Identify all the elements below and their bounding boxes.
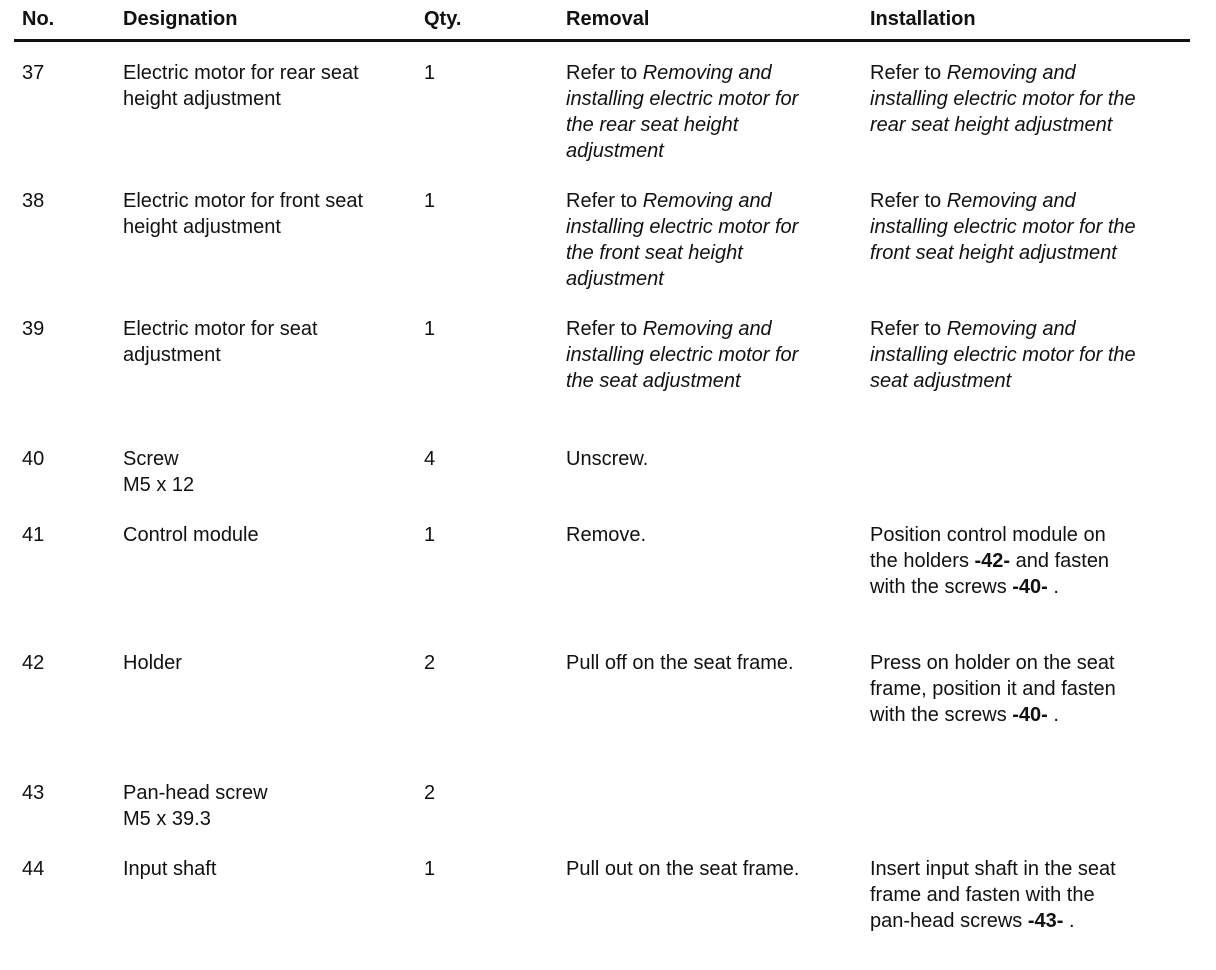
row-designation	[123, 650, 413, 676]
installation-text: .	[1047, 576, 1059, 598]
row-removal	[566, 856, 856, 882]
refer-text: Refer to	[870, 62, 942, 84]
row-designation	[123, 522, 413, 548]
row-removal	[566, 650, 856, 676]
installation-line: Insert input shaft in the seat	[870, 858, 1116, 880]
installation-line	[870, 316, 1190, 342]
installation-text: with the screws	[870, 704, 1013, 726]
row-qty: 2	[424, 782, 436, 804]
row-designation	[123, 316, 413, 368]
reference-link[interactable]: the seat adjustment	[566, 370, 741, 392]
installation-line: frame, position it and fasten	[870, 678, 1116, 700]
row-removal	[566, 60, 856, 164]
row-qty: 1	[424, 190, 436, 212]
designation-line: Pan-head screw	[123, 782, 268, 804]
designation-line: Holder	[123, 652, 182, 674]
row-installation	[870, 650, 1190, 728]
installation-line	[870, 908, 1190, 934]
installation-line: frame and fasten with the	[870, 884, 1095, 906]
row-no: 41	[22, 524, 45, 546]
installation-text: the holders	[870, 550, 975, 572]
installation-text: pan-head screws	[870, 910, 1028, 932]
refer-text: Refer to	[870, 318, 942, 340]
designation-line: Electric motor for seat	[123, 318, 318, 340]
row-designation	[123, 780, 413, 832]
row-designation	[123, 856, 413, 882]
row-removal	[566, 188, 856, 292]
removal-text: Remove.	[566, 524, 647, 546]
reference-link[interactable]: installing electric motor for	[566, 344, 799, 366]
row-no: 44	[22, 858, 45, 880]
designation-line: Screw	[123, 448, 179, 470]
header-installation: Installation	[870, 8, 976, 30]
refer-text: Refer to	[566, 318, 638, 340]
row-removal	[566, 522, 856, 548]
row-removal	[566, 446, 856, 472]
reference-link[interactable]: Removing and	[946, 318, 1076, 340]
removal-line	[566, 316, 856, 342]
row-removal	[566, 316, 856, 394]
reference-link[interactable]: adjustment	[566, 140, 664, 162]
row-installation	[870, 522, 1190, 600]
row-no: 42	[22, 652, 45, 674]
header-divider	[14, 39, 1190, 42]
reference-link[interactable]: installing electric motor for	[566, 88, 799, 110]
installation-text: .	[1047, 704, 1059, 726]
reference-link[interactable]: Removing and	[946, 62, 1076, 84]
designation-line: height adjustment	[123, 216, 281, 238]
installation-line	[870, 188, 1190, 214]
reference-link[interactable]: installing electric motor for	[566, 216, 799, 238]
removal-text: Pull out on the seat frame.	[566, 858, 800, 880]
installation-text: .	[1063, 910, 1075, 932]
designation-line: height adjustment	[123, 88, 281, 110]
reference-link[interactable]: adjustment	[566, 268, 664, 290]
reference-link[interactable]: Removing and	[642, 318, 772, 340]
installation-line: Press on holder on the seat	[870, 652, 1115, 674]
removal-line	[566, 60, 856, 86]
row-designation	[123, 188, 413, 240]
reference-link[interactable]: Removing and	[642, 190, 772, 212]
row-qty: 1	[424, 62, 436, 84]
row-qty: 4	[424, 448, 436, 470]
installation-line	[870, 548, 1190, 574]
reference-link[interactable]: installing electric motor for the	[870, 344, 1136, 366]
header-removal: Removal	[566, 8, 650, 30]
item-reference: -40-	[1012, 704, 1048, 726]
row-designation	[123, 60, 413, 112]
installation-line	[870, 60, 1190, 86]
designation-line: Electric motor for rear seat	[123, 62, 359, 84]
row-qty: 1	[424, 318, 436, 340]
row-no: 38	[22, 190, 45, 212]
designation-line: adjustment	[123, 344, 221, 366]
row-no: 40	[22, 448, 45, 470]
item-reference: -40-	[1012, 576, 1048, 598]
designation-line: Input shaft	[123, 858, 217, 880]
row-no: 37	[22, 62, 45, 84]
removal-text: Pull off on the seat frame.	[566, 652, 794, 674]
designation-line: M5 x 39.3	[123, 808, 211, 830]
removal-line	[566, 188, 856, 214]
row-no: 39	[22, 318, 45, 340]
refer-text: Refer to	[566, 62, 638, 84]
reference-link[interactable]: Removing and	[642, 62, 772, 84]
row-qty: 2	[424, 652, 436, 674]
row-qty: 1	[424, 524, 436, 546]
row-installation	[870, 188, 1190, 266]
item-reference: -42-	[974, 550, 1011, 572]
installation-line	[870, 574, 1190, 600]
refer-text: Refer to	[566, 190, 638, 212]
designation-line: Control module	[123, 524, 259, 546]
header-no: No.	[22, 8, 55, 30]
row-installation	[870, 316, 1190, 394]
reference-link[interactable]: Removing and	[946, 190, 1076, 212]
item-reference: -43-	[1027, 910, 1064, 932]
installation-text: with the screws	[870, 576, 1013, 598]
header-designation: Designation	[123, 8, 238, 30]
reference-link[interactable]: rear seat height adjustment	[870, 114, 1113, 136]
installation-line: Position control module on	[870, 524, 1106, 546]
installation-line	[870, 702, 1190, 728]
row-qty: 1	[424, 858, 436, 880]
reference-link[interactable]: seat adjustment	[870, 370, 1012, 392]
reference-link[interactable]: installing electric motor for the	[870, 88, 1136, 110]
reference-link[interactable]: front seat height adjustment	[870, 242, 1117, 264]
row-installation	[870, 856, 1190, 934]
reference-link[interactable]: the front seat height	[566, 242, 743, 264]
designation-line: Electric motor for front seat	[123, 190, 364, 212]
row-designation	[123, 446, 413, 498]
reference-link[interactable]: the rear seat height	[566, 114, 739, 136]
row-no: 43	[22, 782, 45, 804]
header-qty: Qty.	[424, 8, 462, 30]
reference-link[interactable]: installing electric motor for the	[870, 216, 1136, 238]
row-installation	[870, 60, 1190, 138]
removal-text: Unscrew.	[566, 448, 649, 470]
designation-line: M5 x 12	[123, 474, 195, 496]
installation-text: and fasten	[1010, 550, 1110, 572]
table-header	[0, 0, 1216, 42]
refer-text: Refer to	[870, 190, 942, 212]
